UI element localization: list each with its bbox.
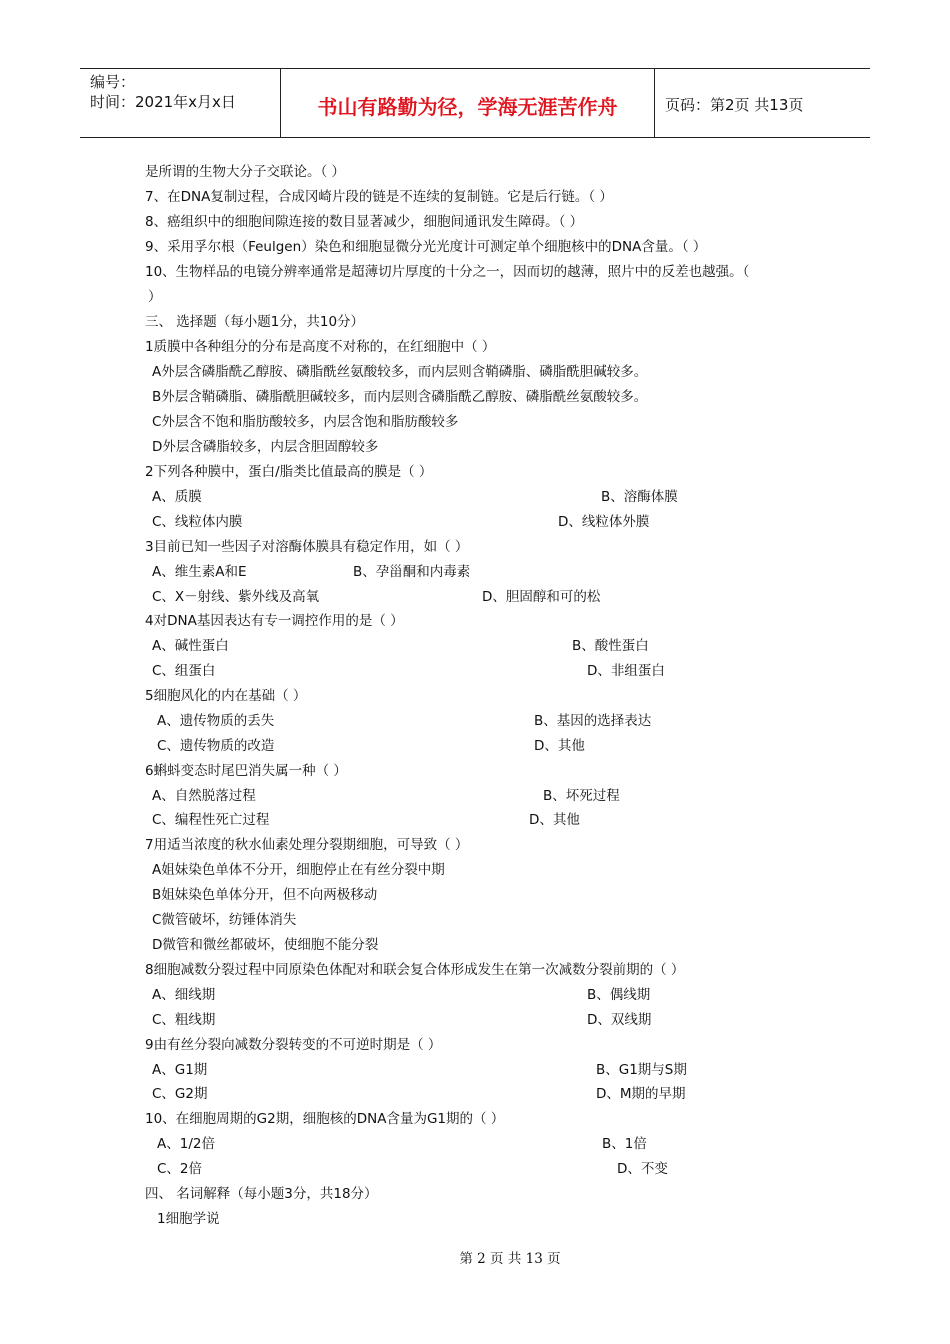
- text-line: 三、 选择题（每小题1分，共10分）: [145, 314, 365, 330]
- text-line: A、维生素A和E: [152, 564, 247, 580]
- text-line: C、编程性死亡过程: [152, 812, 270, 828]
- page-header: [80, 68, 870, 138]
- text-line: C、粗线期: [152, 1012, 216, 1028]
- text-line: 5细胞风化的内在基础（ ）: [145, 688, 307, 704]
- text-line: B、基因的选择表达: [534, 713, 652, 729]
- header-number-label: 编号：: [90, 73, 136, 91]
- text-line: B、坏死过程: [543, 788, 620, 804]
- text-line: 四、 名词解释（每小题3分，共18分）: [145, 1186, 378, 1202]
- text-line: D、非组蛋白: [587, 663, 665, 679]
- text-line: 3目前已知一些因子对溶酶体膜具有稳定作用，如（ ）: [145, 539, 469, 555]
- header-meta: [80, 69, 281, 137]
- text-line: D、其他: [534, 738, 585, 754]
- header-motto: 书山有路勤为径，学海无涯苦作舟: [281, 69, 655, 137]
- text-line: D外层含磷脂较多，内层含胆固醇较多: [152, 439, 379, 455]
- text-line: A、1/2倍: [157, 1136, 215, 1152]
- text-line: 10、在细胞周期的G2期，细胞核的DNA含量为G1期的（ ）: [145, 1111, 505, 1127]
- text-line: 8、癌组织中的细胞间隙连接的数目显著减少，细胞间通讯发生障碍。（ ）: [145, 214, 584, 230]
- text-line: 9由有丝分裂向减数分裂转变的不可逆时期是（ ）: [145, 1037, 442, 1053]
- text-line: D、不变: [617, 1161, 668, 1177]
- text-line: C、遗传物质的改造: [157, 738, 275, 754]
- text-line: B、偶线期: [587, 987, 651, 1003]
- text-line: A、自然脱落过程: [152, 788, 256, 804]
- page-footer: 第 2 页 共 13 页: [459, 1251, 561, 1267]
- text-line: D、线粒体外膜: [558, 514, 650, 530]
- text-line: C、G2期: [152, 1086, 208, 1102]
- text-line: B、G1期与S期: [596, 1062, 687, 1078]
- text-line: 是所谓的生物大分子交联论。（ ）: [145, 164, 346, 180]
- header-time-label: 时间：2021年x月x日: [90, 93, 236, 111]
- text-line: D微管和微丝都破坏，使细胞不能分裂: [152, 937, 379, 953]
- text-line: 7用适当浓度的秋水仙素处理分裂期细胞，可导致（ ）: [145, 837, 469, 853]
- text-line: C、组蛋白: [152, 663, 216, 679]
- text-line: A、细线期: [152, 987, 216, 1003]
- text-line: A、遗传物质的丢失: [157, 713, 275, 729]
- text-line: A、质膜: [152, 489, 202, 505]
- text-line: 7、在DNA复制过程，合成冈崎片段的链是不连续的复制链。它是后行链。（ ）: [145, 189, 613, 205]
- text-line: B、孕甾酮和内毒素: [353, 564, 471, 580]
- text-line: B、溶酶体膜: [601, 489, 678, 505]
- text-line: D、双线期: [587, 1012, 652, 1028]
- text-line: C、X－射线、紫外线及高氧: [152, 589, 320, 605]
- text-line: B姐妹染色单体分开，但不向两极移动: [152, 887, 378, 903]
- text-line: B外层含鞘磷脂、磷脂酰胆碱较多，而内层则含磷脂酰乙醇胺、磷脂酰丝氨酸较多。: [152, 389, 648, 405]
- text-line: 2下列各种膜中，蛋白/脂类比值最高的膜是（ ）: [145, 464, 433, 480]
- text-line: A、G1期: [152, 1062, 208, 1078]
- text-line: 6蝌蚪变态时尾巴消失属一种（ ）: [145, 763, 347, 779]
- text-line: 10、生物样品的电镜分辨率通常是超薄切片厚度的十分之一，因而切的越薄，照片中的反差也越强。（: [145, 264, 750, 280]
- text-line: 8细胞减数分裂过程中同原染色体配对和联会复合体形成发生在第一次减数分裂前期的（ ）: [145, 962, 685, 978]
- text-line: B、1倍: [602, 1136, 647, 1152]
- text-line: 9、采用孚尔根（Feulgen）染色和细胞显微分光光度计可测定单个细胞核中的DNA含量。（ ）: [145, 239, 707, 255]
- text-line: ）: [148, 289, 162, 305]
- text-line: D、其他: [529, 812, 580, 828]
- text-line: D、M期的早期: [596, 1086, 686, 1102]
- text-line: D、胆固醇和可的松: [482, 589, 601, 605]
- text-line: C、2倍: [157, 1161, 203, 1177]
- text-line: C微管破坏，纺锤体消失: [152, 912, 297, 928]
- text-line: 1质膜中各种组分的分布是高度不对称的，在红细胞中（ ）: [145, 339, 496, 355]
- text-line: 4对DNA基因表达有专一调控作用的是（ ）: [145, 613, 404, 629]
- text-line: A姐妹染色单体不分开，细胞停止在有丝分裂中期: [152, 862, 445, 878]
- header-page-info: 页码：第2页 共13页: [665, 95, 804, 114]
- text-line: C、线粒体内膜: [152, 514, 243, 530]
- text-line: C外层含不饱和脂肪酸较多，内层含饱和脂肪酸较多: [152, 414, 459, 430]
- text-line: A外层含磷脂酰乙醇胺、磷脂酰丝氨酸较多，而内层则含鞘磷脂、磷脂酰胆碱较多。: [152, 364, 648, 380]
- text-line: 1细胞学说: [157, 1211, 220, 1227]
- text-line: A、碱性蛋白: [152, 638, 229, 654]
- text-line: B、酸性蛋白: [572, 638, 649, 654]
